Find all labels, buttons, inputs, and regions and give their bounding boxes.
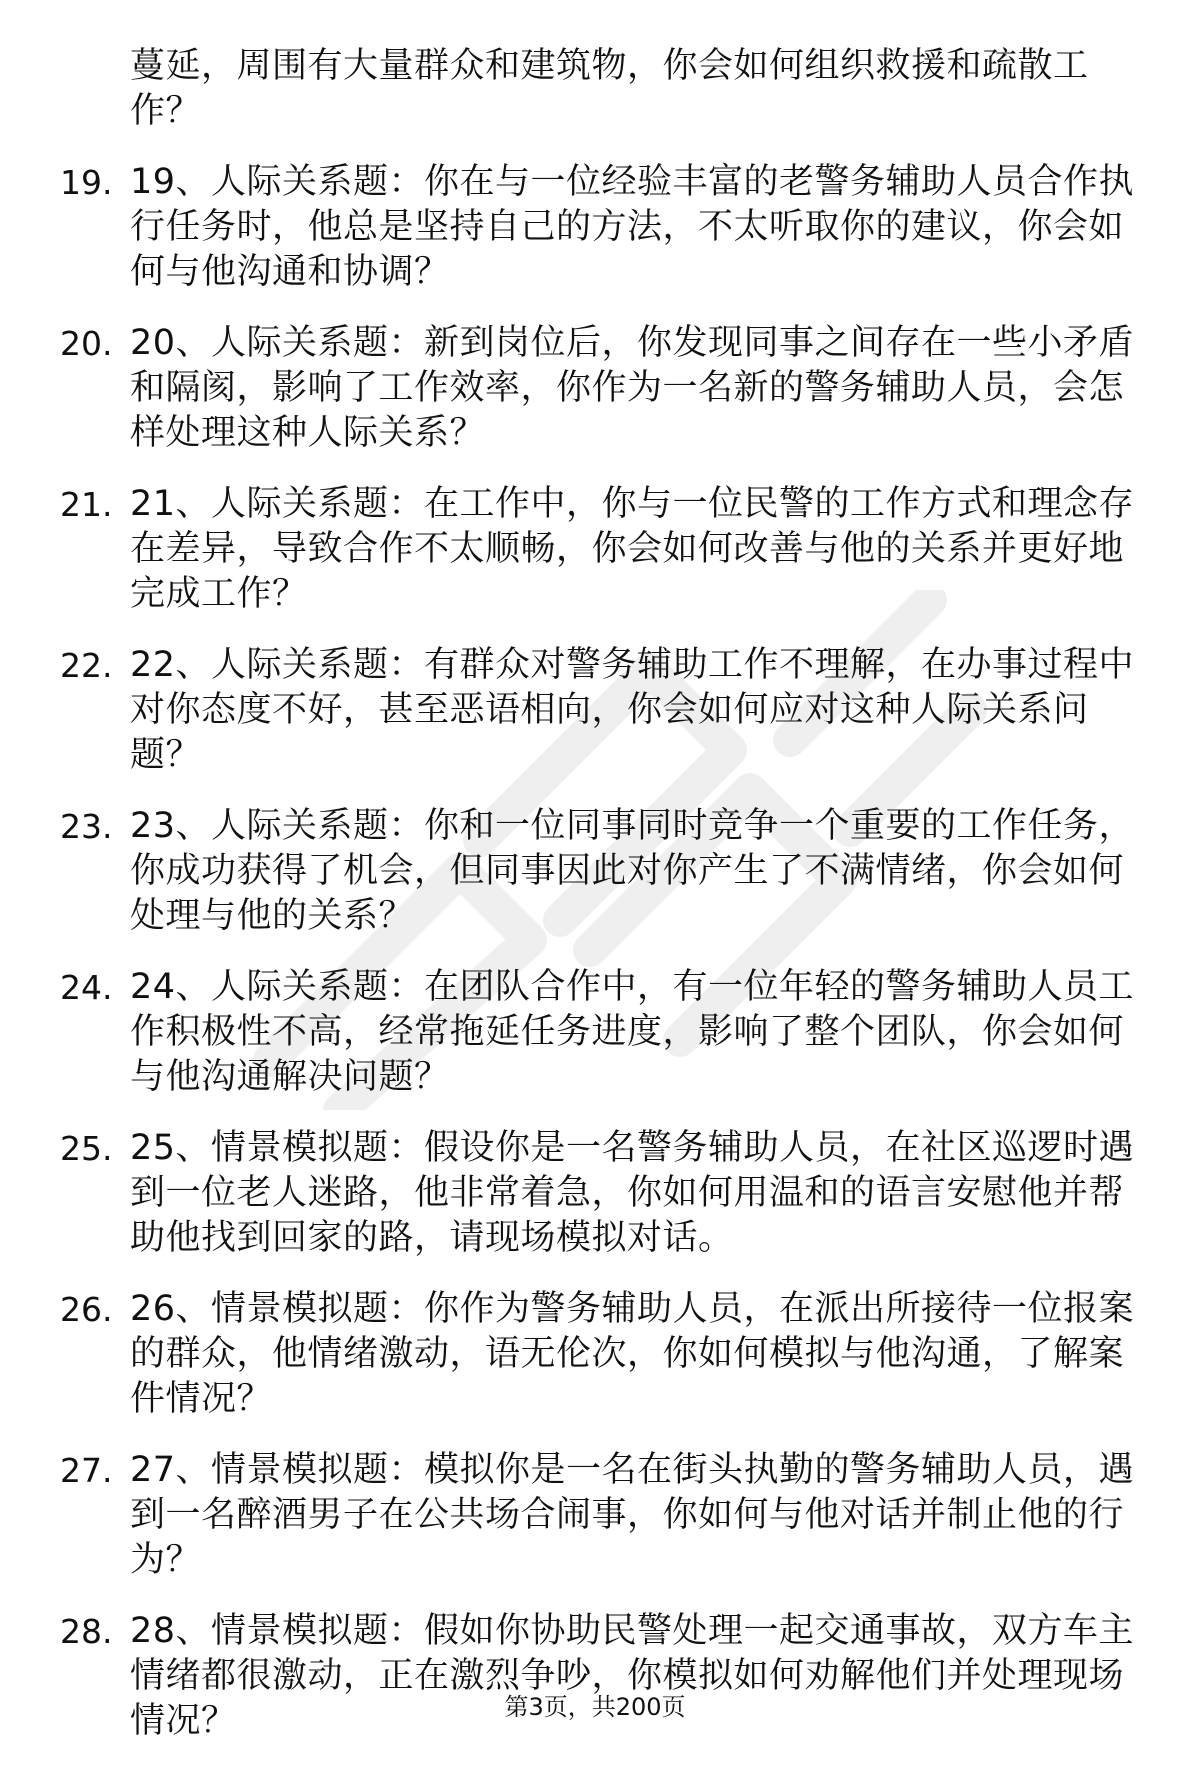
question-text: 21、人际关系题：在工作中，你与一位民警的工作方式和理念存在差异，导致合作不太顺畅，你会如何改善与他的关系并更好地完成工作？ <box>130 484 1135 614</box>
question-text: 23、人际关系题：你和一位同事同时竞争一个重要的工作任务，你成功获得了机会，但同事因此对你产生了不满情绪，你会如何处理与他的关系？ <box>130 806 1135 936</box>
question-item <box>60 1448 1150 1583</box>
question-item <box>60 1126 1150 1261</box>
question-text: 27、情景模拟题：模拟你是一名在街头执勤的警务辅助人员，遇到一名醉酒男子在公共场合闹事，你如何与他对话并制止他的行为？ <box>130 1450 1135 1580</box>
question-item <box>60 1287 1150 1422</box>
question-text: 26、情景模拟题：你作为警务辅助人员，在派出所接待一位报案的群众，他情绪激动，语无伦次，你如何模拟与他沟通，了解案件情况？ <box>130 1289 1135 1419</box>
question-text: 22、人际关系题：有群众对警务辅助工作不理解，在办事过程中对你态度不好，甚至恶语相向，你会如何应对这种人际关系问题？ <box>130 645 1135 775</box>
continued-question-text: 蔓延，周围有大量群众和建筑物，你会如何组织救援和疏散工作？ <box>130 46 1089 131</box>
question-item <box>60 643 1150 778</box>
question-number: 22. <box>60 646 113 685</box>
question-number: 28. <box>60 1612 113 1651</box>
question-item <box>60 1609 1150 1744</box>
question-text: 28、情景模拟题：假如你协助民警处理一起交通事故，双方车主情绪都很激动，正在激烈争吵，你模拟如何劝解他们并处理现场情况？ <box>130 1611 1135 1741</box>
question-number: 23. <box>60 807 113 846</box>
question-number: 26. <box>60 1290 113 1329</box>
question-number: 27. <box>60 1451 113 1490</box>
question-item <box>60 804 1150 939</box>
question-text: 19、人际关系题：你在与一位经验丰富的老警务辅助人员合作执行任务时，他总是坚持自己的方法，不太听取你的建议，你会如何与他沟通和协调？ <box>130 162 1135 292</box>
question-text: 20、人际关系题：新到岗位后，你发现同事之间存在一些小矛盾和隔阂，影响了工作效率，你作为一名新的警务辅助人员，会怎样处理这种人际关系？ <box>130 323 1135 453</box>
question-text: 24、人际关系题：在团队合作中，有一位年轻的警务辅助人员工作积极性不高，经常拖延任务进度，影响了整个团队，你会如何与他沟通解决问题？ <box>130 967 1135 1097</box>
question-item <box>60 482 1150 617</box>
question-number: 25. <box>60 1129 113 1168</box>
question-number: 20. <box>60 324 113 363</box>
question-number: 24. <box>60 968 113 1007</box>
question-text: 25、情景模拟题：假设你是一名警务辅助人员，在社区巡逻时遇到一位老人迷路，他非常着急，你如何用温和的语言安慰他并帮助他找到回家的路，请现场模拟对话。 <box>130 1128 1135 1258</box>
question-item <box>60 321 1150 456</box>
question-item <box>60 965 1150 1100</box>
question-item <box>60 160 1150 295</box>
question-number: 21. <box>60 485 113 524</box>
page-footer: 第3页，共200页 <box>504 1693 686 1721</box>
question-list <box>60 44 1150 1770</box>
question-number: 19. <box>60 163 113 202</box>
